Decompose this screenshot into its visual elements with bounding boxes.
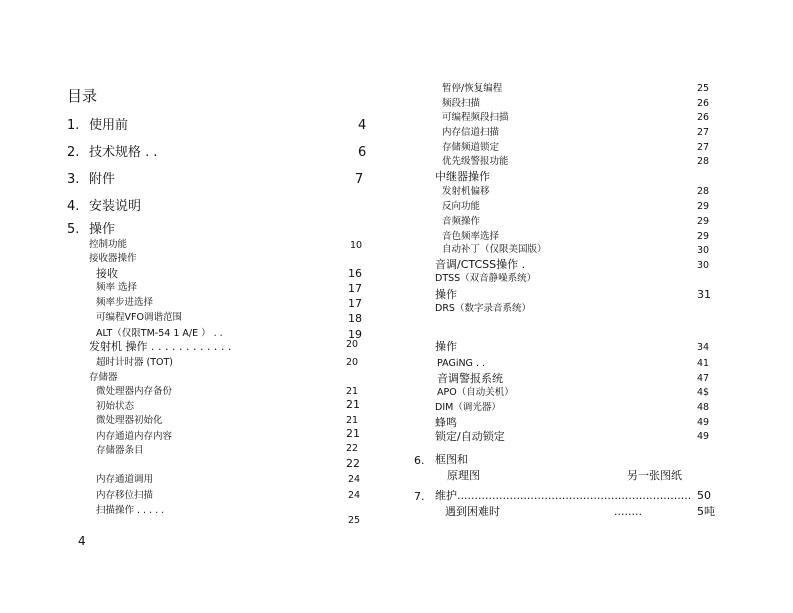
toc-entry-page: 21 bbox=[346, 415, 359, 426]
page-number: 4 bbox=[78, 534, 86, 548]
toc-entry-page: 20 bbox=[346, 357, 359, 368]
toc-entry-label[interactable]: 反向功能 bbox=[442, 201, 481, 212]
toc-entry-label[interactable]: 控制功能 bbox=[89, 239, 128, 250]
toc-number: 7. bbox=[414, 490, 425, 503]
toc-entry-page: 28 bbox=[697, 186, 710, 197]
toc-entry-label[interactable]: 发射机偏移 bbox=[442, 186, 490, 197]
toc-entry-label[interactable]: 框图和 bbox=[435, 453, 468, 466]
toc-entry-page: 5吨 bbox=[697, 505, 715, 518]
toc-entry-label[interactable]: 使用前 bbox=[89, 118, 129, 133]
toc-leader-dots: ........ bbox=[614, 505, 642, 518]
toc-number: 6. bbox=[414, 454, 425, 467]
toc-entry-page: 另一张图纸 bbox=[627, 469, 682, 482]
toc-entry-page: 30 bbox=[697, 245, 710, 256]
toc-entry-page: 30 bbox=[697, 260, 710, 271]
toc-entry-page: 29 bbox=[697, 216, 710, 227]
toc-entry-label[interactable]: 音调/CTCSS操作 . bbox=[435, 258, 526, 271]
toc-entry-page: 48 bbox=[697, 402, 710, 413]
toc-entry-label[interactable]: 频率步进选择 bbox=[96, 297, 154, 308]
toc-entry-label[interactable]: 维护................................................................... bbox=[435, 490, 692, 501]
toc-entry-label[interactable]: 暂停/恢复编程 bbox=[442, 83, 503, 94]
toc-entry-label[interactable]: 内存通道调用 bbox=[96, 474, 154, 485]
toc-entry-label[interactable]: 内存信道扫描 bbox=[442, 127, 500, 138]
toc-number: 5. bbox=[67, 222, 80, 237]
toc-entry-page: 22 bbox=[346, 443, 359, 454]
toc-entry-label[interactable]: 音色频率选择 bbox=[442, 231, 500, 242]
toc-entry-page: 20 bbox=[346, 339, 359, 350]
toc-entry-page: 25 bbox=[348, 515, 361, 526]
toc-number: 4. bbox=[67, 199, 80, 214]
toc-entry-label[interactable]: 操作 bbox=[435, 340, 457, 353]
toc-entry-page: 26 bbox=[697, 98, 710, 109]
toc-entry-label[interactable]: 可编程频段扫描 bbox=[442, 112, 509, 123]
toc-entry-page: 47 bbox=[697, 373, 710, 384]
toc-entry-page: 34 bbox=[697, 342, 710, 353]
toc-number: 2. bbox=[67, 145, 80, 160]
toc-entry-label[interactable]: 可编程VFO调谐范围 bbox=[96, 312, 182, 323]
toc-entry-page: 28 bbox=[697, 156, 710, 167]
toc-entry-page: 17 bbox=[348, 282, 362, 295]
toc-entry-label[interactable]: PAGiNG . . bbox=[437, 358, 486, 369]
toc-entry-label[interactable]: 自动补丁（仅限美国版） bbox=[442, 244, 547, 255]
toc-entry-label[interactable]: APO（自动关机） bbox=[437, 387, 514, 398]
toc-entry-page: 49 bbox=[697, 431, 710, 442]
toc-entry-page: 10 bbox=[350, 240, 363, 251]
toc-entry-label[interactable]: 存储器条目 bbox=[96, 445, 144, 456]
toc-entry-page: 18 bbox=[348, 312, 362, 325]
toc-entry-label[interactable]: 频段扫描 bbox=[442, 98, 481, 109]
toc-entry-page: 24 bbox=[348, 474, 361, 485]
toc-entry-label[interactable]: 操作 bbox=[89, 222, 116, 237]
toc-entry-label[interactable]: 内存移位扫描 bbox=[96, 490, 154, 501]
toc-entry-page: 21 bbox=[346, 386, 359, 397]
toc-entry-page: 29 bbox=[697, 231, 710, 242]
toc-entry-page: 25 bbox=[697, 83, 710, 94]
toc-entry-label[interactable]: 优先级警报功能 bbox=[442, 156, 509, 167]
toc-entry-label[interactable]: 中继器操作 bbox=[435, 170, 490, 183]
toc-entry-label[interactable]: 原理图 bbox=[447, 469, 480, 482]
toc-entry-label[interactable]: 存储器 bbox=[89, 372, 118, 383]
toc-entry-page: 4$ bbox=[697, 387, 710, 398]
toc-entry-page: 6 bbox=[358, 145, 367, 160]
toc-entry-label[interactable]: 音频操作 bbox=[442, 216, 481, 227]
toc-entry-label[interactable]: ALT（仅限TM-54 1 A/E ） . . bbox=[96, 328, 223, 339]
toc-number: 1. bbox=[67, 118, 80, 133]
toc-entry-label[interactable]: 接收器操作 bbox=[89, 253, 137, 264]
toc-entry-label[interactable]: 锁定/自动锁定 bbox=[435, 430, 505, 443]
toc-number: 3. bbox=[67, 172, 80, 187]
toc-entry-label[interactable]: DIM（调光器） bbox=[435, 402, 501, 413]
toc-entry-label[interactable]: 接收 bbox=[96, 267, 118, 280]
toc-entry-page: 4 bbox=[358, 118, 367, 133]
toc-entry-page: 24 bbox=[348, 490, 361, 501]
toc-entry-label[interactable]: 微处理器内存备份 bbox=[96, 386, 173, 397]
toc-entry-label[interactable]: 蜂鸣 bbox=[435, 416, 457, 429]
toc-entry-page: 22 bbox=[346, 457, 360, 470]
toc-entry-label[interactable]: 操作 bbox=[435, 288, 457, 301]
toc-entry-label[interactable]: 发射机 操作 . . . . . . . . . . . . bbox=[89, 340, 232, 353]
toc-entry-page: 7 bbox=[355, 172, 364, 187]
toc-entry-label[interactable]: DRS（数字录音系统） bbox=[435, 303, 531, 314]
toc-entry-label[interactable]: 存储频道锁定 bbox=[442, 142, 500, 153]
toc-entry-page: 50 bbox=[697, 489, 711, 502]
toc-entry-page: 27 bbox=[697, 142, 710, 153]
toc-entry-label[interactable]: 微处理器初始化 bbox=[96, 415, 163, 426]
toc-entry-page: 27 bbox=[697, 127, 710, 138]
toc-entry-label[interactable]: 频率 选择 bbox=[96, 282, 138, 293]
toc-entry-page: 41 bbox=[697, 358, 710, 369]
toc-entry-page: 16 bbox=[348, 267, 362, 280]
toc-entry-label[interactable]: 附件 bbox=[89, 172, 116, 187]
toc-entry-label[interactable]: 超时计时器 (TOT) bbox=[96, 357, 174, 368]
toc-entry-label[interactable]: 扫描操作 . . . . . bbox=[96, 505, 165, 516]
toc-entry-label[interactable]: 安装说明 bbox=[89, 199, 142, 214]
toc-entry-label[interactable]: 内存通道内存内容 bbox=[96, 431, 173, 442]
toc-entry-page: 29 bbox=[697, 201, 710, 212]
toc-entry-page: 49 bbox=[697, 417, 710, 428]
toc-entry-label[interactable]: 遇到困难时 bbox=[445, 505, 500, 518]
toc-entry-page: 19 bbox=[348, 328, 362, 341]
toc-entry-label[interactable]: 技术规格 . . bbox=[89, 145, 158, 160]
toc-entry-label[interactable]: 音调警报系统 bbox=[437, 372, 503, 385]
toc-entry-label[interactable]: DTSS（双音静噪系统） bbox=[435, 273, 537, 284]
toc-entry-page: 31 bbox=[697, 288, 711, 301]
toc-entry-page: 21 bbox=[346, 398, 360, 411]
toc-entry-page: 21 bbox=[346, 427, 360, 440]
toc-entry-label[interactable]: 初始状态 bbox=[96, 401, 135, 412]
page-title: 目录 bbox=[67, 87, 98, 105]
toc-entry-page: 17 bbox=[348, 297, 362, 310]
toc-entry-page: 26 bbox=[697, 112, 710, 123]
